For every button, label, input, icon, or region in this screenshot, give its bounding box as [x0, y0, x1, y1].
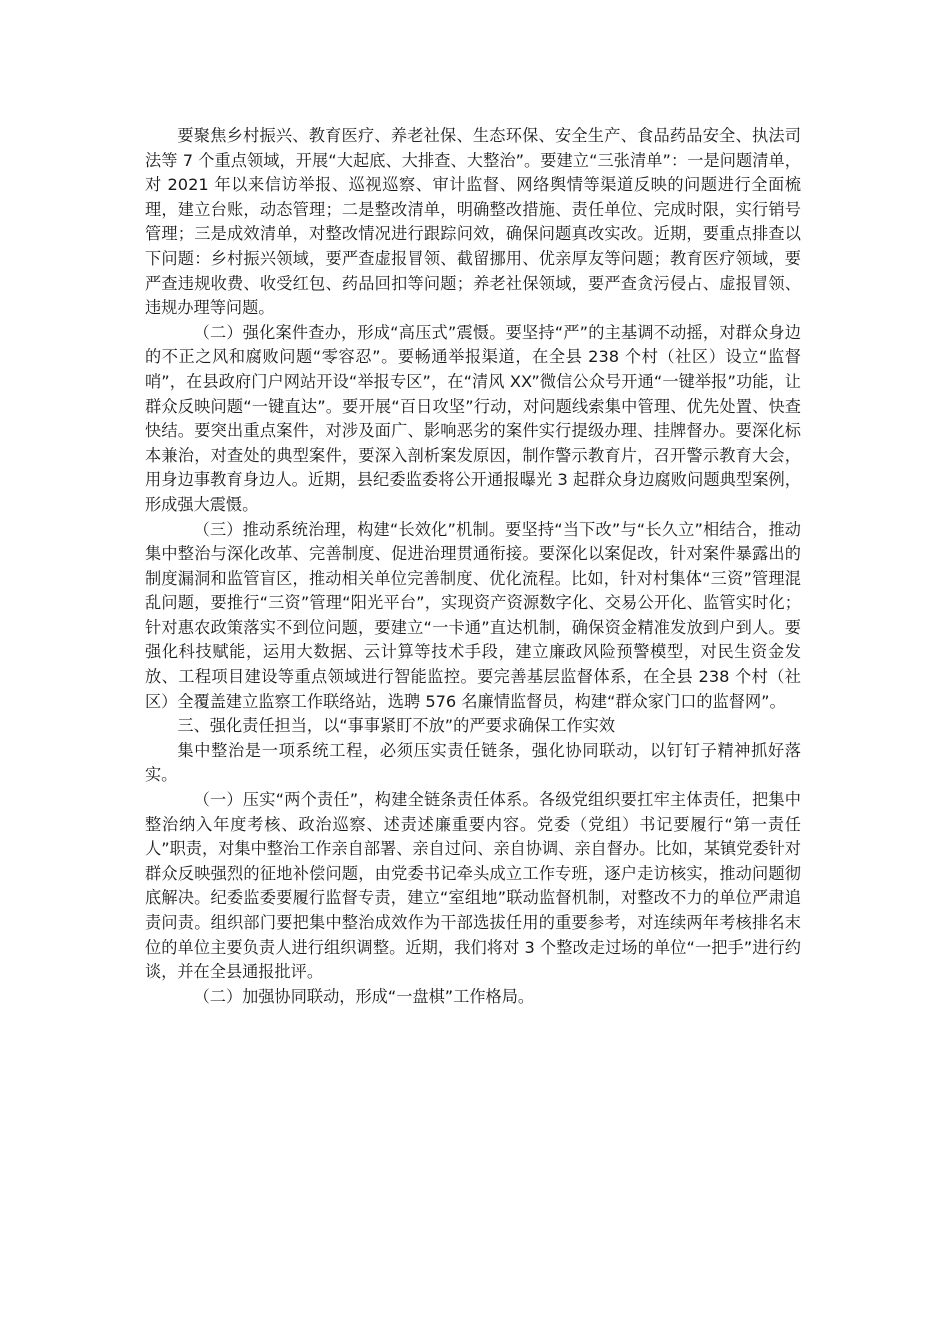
paragraph-systematic-project: 集中整治是一项系统工程，必须压实责任链条，强化协同联动，以钉钉子精神抓好落实。: [145, 740, 801, 785]
paragraph-two-responsibilities: （一）压实“两个责任”，构建全链条责任体系。各级党组织要扛牢主体责任，把集中整治纳入年度考核、政治巡察、述责述廉重要内容。党委（党组）书记要履行“第一责任人”职责，对集中整治工作亲自部署、亲自过问、亲自协调、亲自督办。比如，某镇党委针对群众反映强烈的征地补偿问题，由党委书记牵头成立工作专班，逐户走访核实，推动问题彻底解决。纪委监委要履行监督专责，建立“室组地”联动监督机制，对整改不力的单位严肃追责问责。组织部门要把集中整治成效作为干部选拔任用的重要参考，对连续两年考核排名末位的单位主要负责人进行组织调整。近期，我们将对 3 个整改走过场的单位“一把手”进行约谈，并在全县通报批评。: [145, 790, 801, 982]
paragraph-focus-areas: 要聚焦乡村振兴、教育医疗、养老社保、生态环保、安全生产、食品药品安全、执法司法等 7 个重点领域，开展“大起底、大排查、大整治”。要建立“三张清单”：一是问题清单，对 2021 年以来信访举报、巡视巡察、审计监督、网络舆情等渠道反映的问题进行全面梳理，建立台账，动态管理；二是整改清单，明确整改措施、责任单位、完成时限，实行销号管理；三是成效清单，对整改情况进行跟踪问效，确保问题真改实改。近期，要重点排查以下问题：乡村振兴领域，要严查虚报冒领、截留挪用、优亲厚友等问题；教育医疗领域，要严查违规收费、收受红包、药品回扣等问题；养老社保领域，要严查贪污侵占、虚报冒领、违规办理等问题。: [145, 126, 801, 318]
document-body: [145, 124, 801, 1009]
paragraph-case-handling: （二）强化案件查办，形成“高压式”震慑。要坚持“严”的主基调不动摇，对群众身边的不正之风和腐败问题“零容忍”。要畅通举报渠道，在全县 238 个村（社区）设立“监督哨”，在县政府门户网站开设“举报专区”，在“清风 XX”微信公众号开通“一键举报”功能，让群众反映问题“一键直达”。要开展“百日攻坚”行动，对问题线索集中管理、优先处置、快查快结。要突出重点案件，对涉及面广、影响恶劣的案件实行提级办理、挂牌督办。要深化标本兼治，对查处的典型案件，要深入剖析案发原因，制作警示教育片，召开警示教育大会，用身边事教育身边人。近期，县纪委监委将公开通报曝光 3 起群众身边腐败问题典型案例，形成强大震慑。: [145, 322, 801, 514]
paragraph-coordination: （二）加强协同联动，形成“一盘棋”工作格局。: [193, 986, 535, 1006]
section-heading-responsibility: 三、强化责任担当，以“事事紧盯不放”的严要求确保工作实效: [177, 716, 616, 736]
paragraph-system-governance: （三）推动系统治理，构建“长效化”机制。要坚持“当下改”与“长久立”相结合，推动集中整治与深化改革、完善制度、促进治理贯通衔接。要深化以案促改，针对案件暴露出的制度漏洞和监管盲区，推动相关单位完善制度、优化流程。比如，针对村集体“三资”管理混乱问题，要推行“三资”管理“阳光平台”，实现资产资源数字化、交易公开化、监管实时化；针对惠农政策落实不到位问题，要建立“一卡通”直达机制，确保资金精准发放到户到人。要强化科技赋能，运用大数据、云计算等技术手段，建立廉政风险预警模型，对民生资金发放、工程项目建设等重点领域进行智能监控。要完善基层监督体系，在全县 238 个村（社区）全覆盖建立监察工作联络站，选聘 576 名廉情监督员，构建“群众家门口的监督网”。: [145, 519, 801, 711]
